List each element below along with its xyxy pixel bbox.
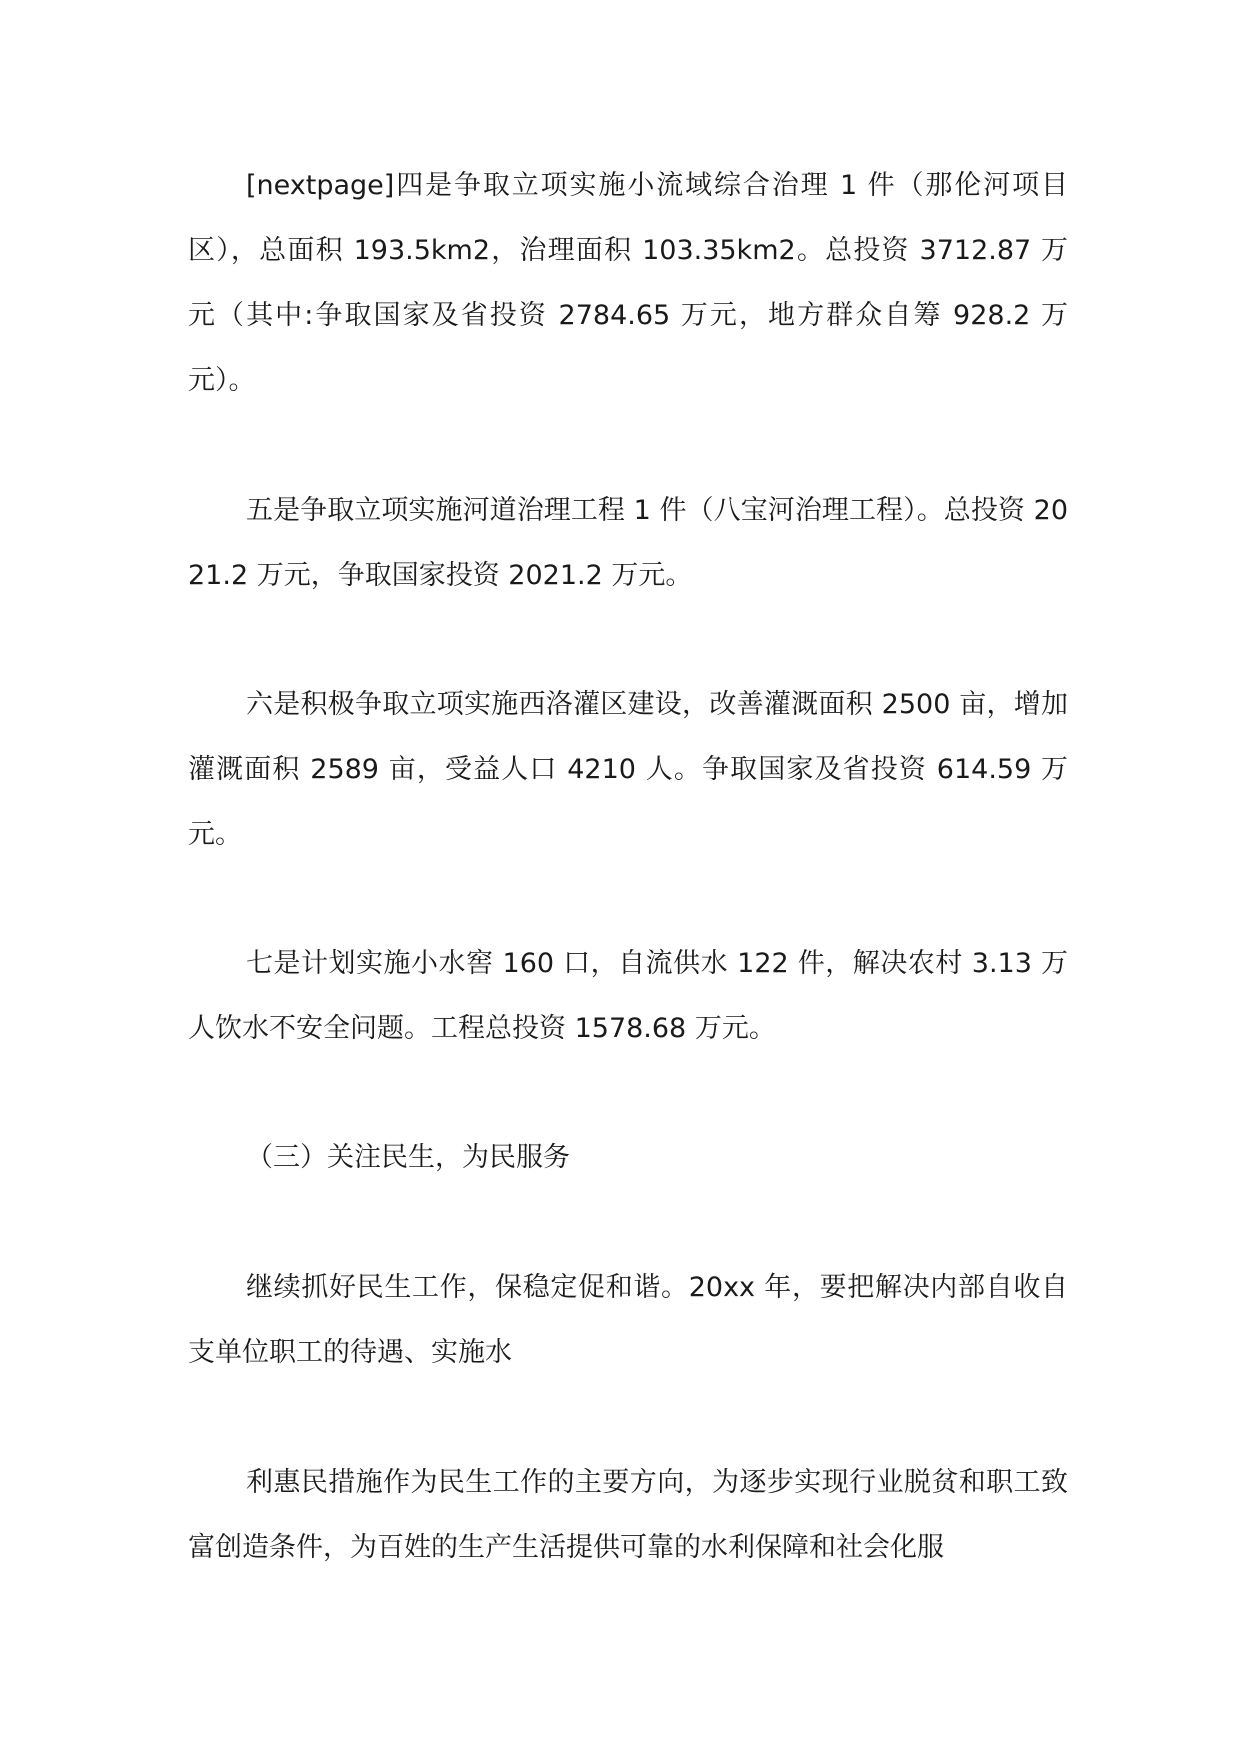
paragraph-soil-conservation: [nextpage]四是争取立项实施小流域综合治理 1 件（那伦河项目区），总面积 193.5km2，治理面积 103.35km2。总投资 3712.87 万元（其中:争取国家及省投资 2784.65 万元，地方群众自筹 928.2 万元）。 [188,170,1068,396]
paragraph-benefit-measures: 利惠民措施作为民生工作的主要方向，为逐步实现行业脱贫和职工致富创造条件，为百姓的生产生活提供可靠的水利保障和社会化服 [188,1467,1068,1563]
paragraph-drinking-water: 七是计划实施小水窖 160 口，自流供水 122 件，解决农村 3.13 万人饮水不安全问题。工程总投资 1578.68 万元。 [188,948,1068,1044]
paragraph-livelihood-work: 继续抓好民生工作，保稳定促和谐。20xx 年，要把解决内部自收自支单位职工的待遇、实施水 [188,1272,1068,1368]
paragraph-irrigation-district: 六是积极争取立项实施西洛灌区建设，改善灌溉面积 2500 亩，增加灌溉面积 2589 亩，受益人口 4210 人。争取国家及省投资 614.59 万元。 [188,689,1068,850]
section-heading-livelihood: （三）关注民生，为民服务 [246,1142,570,1173]
paragraph-river-treatment: 五是争取立项实施河道治理工程 1 件（八宝河治理工程）。总投资 2021.2 万元，争取国家投资 2021.2 万元。 [188,495,1068,591]
